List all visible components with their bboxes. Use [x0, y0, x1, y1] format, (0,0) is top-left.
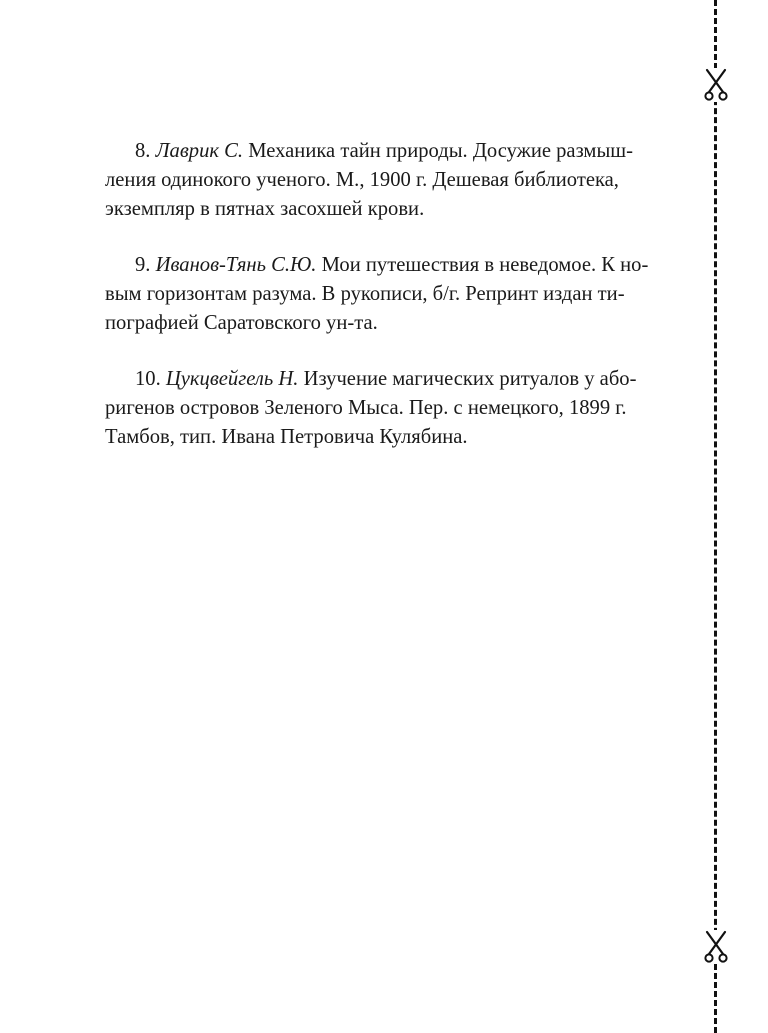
entry-text-line: экземпляр в пятнах засохшей крови. — [105, 198, 425, 220]
cut-line — [714, 0, 717, 1033]
entry-text-line: пографией Саратовского ун-та. — [105, 312, 378, 334]
entry-number: 10. — [135, 368, 161, 390]
bibliography-entry — [105, 365, 693, 452]
entry-author: Лаврик С. — [155, 140, 244, 162]
entry-author: Цукцвейгель Н. — [165, 368, 299, 390]
entry-text-line: ления одинокого ученого. М., 1900 г. Дешевая библиотека, — [105, 169, 619, 191]
entry-text-line: Тамбов, тип. Ивана Петровича Кулябина. — [105, 426, 468, 448]
entry-author: Иванов-Тянь С.Ю. — [155, 254, 317, 276]
entry-text-line: Мои путешествия в неведомое. К но- — [321, 254, 649, 276]
bibliography-entry — [105, 137, 693, 224]
scissors-icon — [701, 68, 731, 102]
entry-number: 8. — [135, 140, 151, 162]
entry-text-line: вым горизонтам разума. В рукописи, б/г. Репринт издан ти- — [105, 283, 625, 305]
bibliography-entry — [105, 251, 693, 338]
entry-text-line: ригенов островов Зеленого Мыса. Пер. с немецкого, 1899 г. — [105, 397, 627, 419]
entry-number: 9. — [135, 254, 151, 276]
entry-text-line: Механика тайн природы. Досужие размыш- — [248, 140, 634, 162]
scissors-icon — [701, 930, 731, 964]
bibliography-list — [105, 137, 693, 479]
entry-text-line: Изучение магических ритуалов у або- — [303, 368, 637, 390]
